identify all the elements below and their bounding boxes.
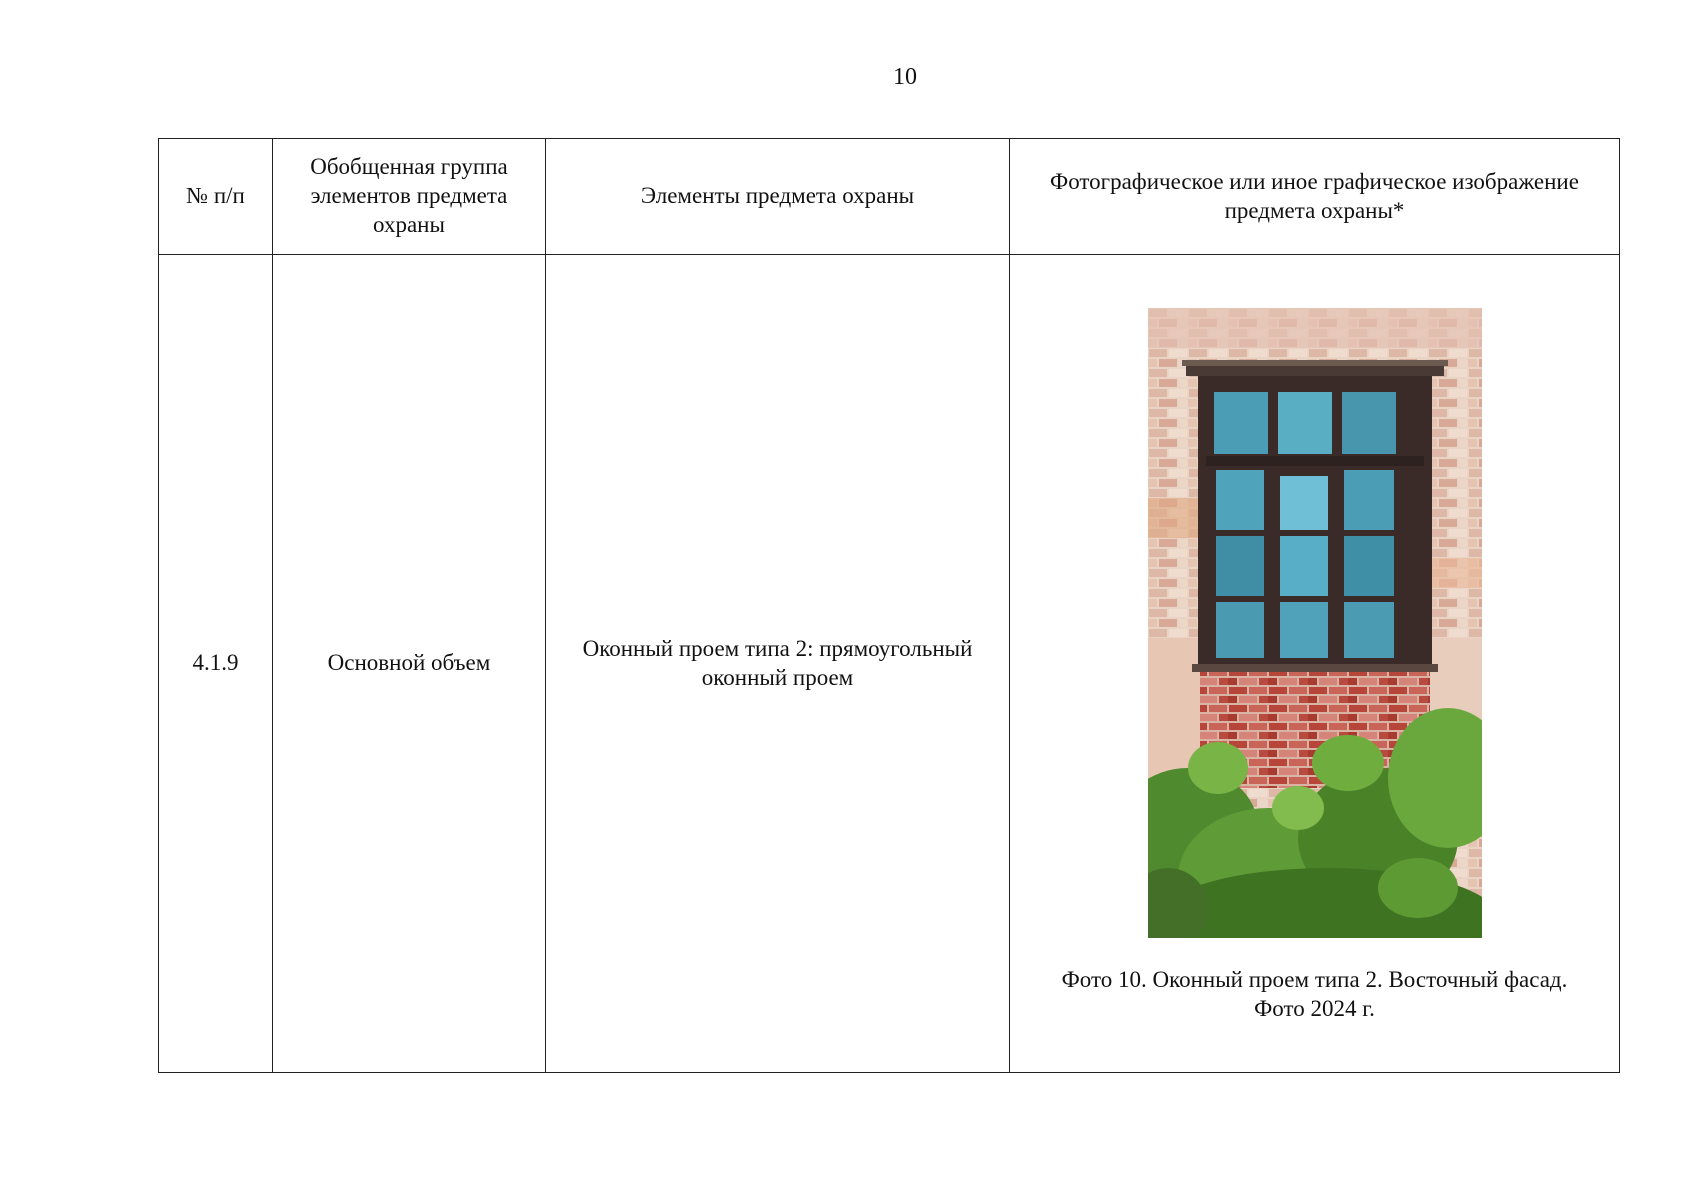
photo-block	[1018, 304, 1611, 1024]
header-photo: Фотографическое или иное графическое изображение предмета охраны*	[1010, 139, 1620, 255]
cell-photo	[1010, 255, 1620, 1073]
photo-caption	[1062, 966, 1568, 1024]
header-num: № п/п	[159, 139, 273, 255]
cell-elements: Оконный проем типа 2: прямоугольный оконный проем	[546, 255, 1010, 1073]
header-elements: Элементы предмета охраны	[546, 139, 1010, 255]
window-photo	[1148, 308, 1482, 938]
table-row	[159, 255, 1620, 1073]
protection-table	[158, 138, 1620, 1073]
cell-num: 4.1.9	[159, 255, 273, 1073]
header-group: Обобщенная группа элементов предмета охраны	[273, 139, 546, 255]
page-number: 10	[893, 64, 917, 90]
photo-caption-line1: Фото 10. Оконный проем типа 2. Восточный фасад.	[1061, 966, 1568, 992]
cell-group: Основной объем	[273, 255, 546, 1073]
photo-caption-line2: Фото 2024 г.	[1254, 995, 1375, 1021]
table-header-row	[159, 139, 1620, 255]
